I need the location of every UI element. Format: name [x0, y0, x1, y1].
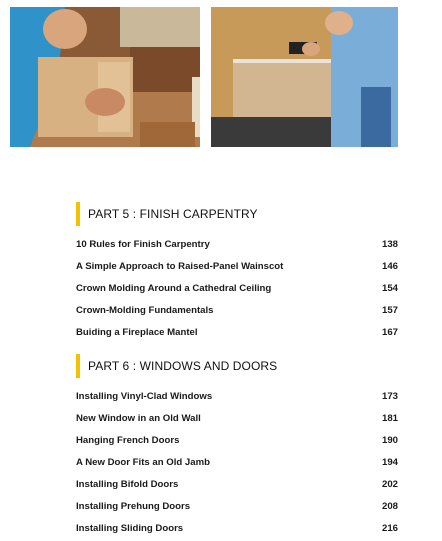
toc-entry-page: 202	[381, 478, 398, 490]
toc-entry-title: Installing Prehung Doors	[76, 500, 191, 512]
toc-entry-page: 146	[381, 260, 398, 272]
toc-entry-title: Crown Molding Around a Cathedral Ceiling	[76, 282, 272, 294]
toc-entry[interactable]	[76, 451, 398, 473]
toc-entry[interactable]	[76, 321, 398, 343]
toc-entry-title: A New Door Fits an Old Jamb	[76, 456, 210, 468]
toc-entry-page: 181	[381, 412, 398, 424]
toc-entry-page: 216	[381, 522, 398, 534]
toc-entry-title: Crown-Molding Fundamentals	[76, 304, 214, 316]
toc-entry[interactable]	[76, 407, 398, 429]
toc-entry-page: 194	[381, 456, 398, 468]
toc-entry-page: 173	[381, 390, 398, 402]
toc-entry-title: New Window in an Old Wall	[76, 412, 201, 424]
toc-entry[interactable]	[76, 429, 398, 451]
toc-entry[interactable]	[76, 495, 398, 517]
carpenter-gluing-panel-photo	[10, 7, 200, 147]
toc-entry-title: Installing Bifold Doors	[76, 478, 179, 490]
toc-entry-title: 10 Rules for Finish Carpentry	[76, 238, 210, 250]
toc-entry[interactable]	[76, 299, 398, 321]
toc-entry[interactable]	[76, 277, 398, 299]
part-5-contents	[76, 233, 398, 343]
toc-entry[interactable]	[76, 385, 398, 407]
toc-entry-page: 157	[381, 304, 398, 316]
toc-entry-title: Installing Sliding Doors	[76, 522, 184, 534]
part-6-contents	[76, 385, 398, 539]
toc-entry[interactable]	[76, 255, 398, 277]
toc-entry-page: 208	[381, 500, 398, 512]
worker-drilling-window-opening-photo	[211, 7, 398, 147]
toc-entry-title: Buiding a Fireplace Mantel	[76, 326, 198, 338]
toc-entry[interactable]	[76, 233, 398, 255]
toc-entry-page: 167	[381, 326, 398, 338]
toc-entry-page: 138	[381, 238, 398, 250]
toc-entry-page: 154	[381, 282, 398, 294]
part-5-heading: PART 5 : FINISH CARPENTRY	[76, 202, 399, 226]
toc-entry-title: Hanging French Doors	[76, 434, 180, 446]
toc-entry[interactable]	[76, 473, 398, 495]
toc-entry[interactable]	[76, 517, 398, 539]
toc-entry-title: Installing Vinyl-Clad Windows	[76, 390, 213, 402]
toc-entry-page: 190	[381, 434, 398, 446]
part-6-heading: PART 6 : WINDOWS AND DOORS	[76, 354, 399, 378]
toc-entry-title: A Simple Approach to Raised-Panel Wainscot	[76, 260, 284, 272]
